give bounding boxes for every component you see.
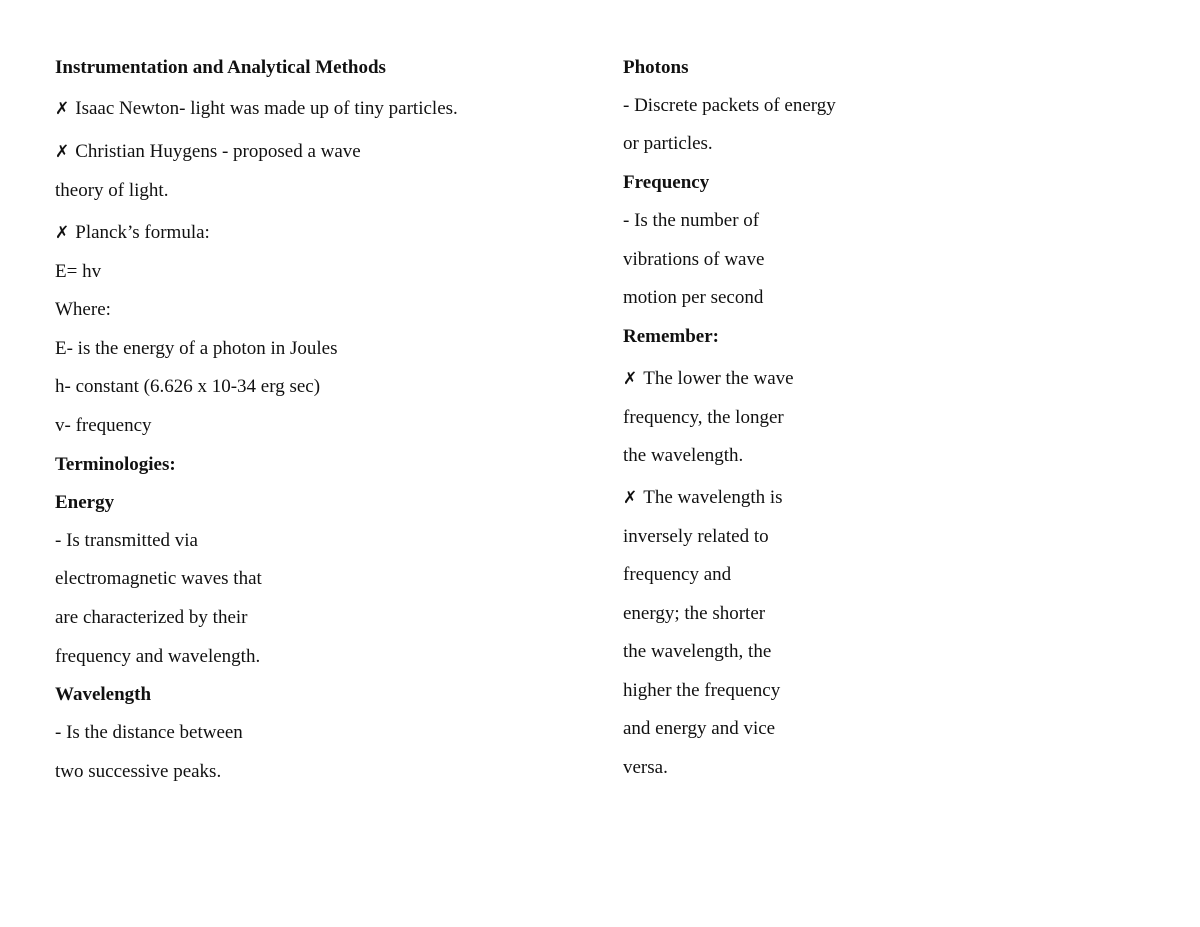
remember-text: frequency and <box>623 564 732 585</box>
wavelength-text: - Is the distance between <box>55 722 243 743</box>
remember-text: inversely related to <box>623 526 769 547</box>
energy-text: - Is transmitted via <box>55 530 198 551</box>
newton-text: Isaac Newton- light was made up of tiny particles. <box>75 98 458 119</box>
x-mark-icon: ✗ <box>623 369 638 389</box>
remember-text: the wavelength, the <box>623 641 772 662</box>
remember-text: and energy and vice <box>623 718 776 739</box>
x-mark-icon: ✗ <box>55 142 70 162</box>
list-item-planck <box>55 222 210 244</box>
remember-text: energy; the shorter <box>623 603 766 624</box>
planck-text: Planck’s formula: <box>75 222 210 243</box>
definition-v: v- frequency <box>55 415 152 436</box>
x-mark-icon: ✗ <box>55 99 70 119</box>
remember-text: The wavelength is <box>643 487 783 508</box>
photons-heading: Photons <box>623 57 689 78</box>
wavelength-heading: Wavelength <box>55 684 152 705</box>
terminologies-heading: Terminologies: <box>55 454 176 475</box>
planck-formula: E= hv <box>55 261 102 282</box>
remember-text: frequency, the longer <box>623 407 784 428</box>
definition-h: h- constant (6.626 x 10-34 erg sec) <box>55 376 321 397</box>
wavelength-text: two successive peaks. <box>55 761 222 782</box>
huygens-text: Christian Huygens - proposed a wave <box>75 141 361 162</box>
photons-text: or particles. <box>623 133 713 154</box>
frequency-heading: Frequency <box>623 172 710 193</box>
list-item-huygens <box>55 141 361 163</box>
frequency-text: vibrations of wave <box>623 249 765 270</box>
remember-text: the wavelength. <box>623 445 744 466</box>
remember-text: versa. <box>623 757 668 778</box>
remember-heading: Remember: <box>623 326 720 347</box>
definition-e: E- is the energy of a photon in Joules <box>55 338 338 359</box>
energy-text: are characterized by their <box>55 607 248 628</box>
list-item-remember-2 <box>623 487 783 509</box>
where-label: Where: <box>55 299 111 320</box>
energy-text: frequency and wavelength. <box>55 646 261 667</box>
list-item-remember-1 <box>623 368 794 390</box>
huygens-text-continued: theory of light. <box>55 180 169 201</box>
document-title: Instrumentation and Analytical Methods <box>55 57 386 78</box>
x-mark-icon: ✗ <box>623 488 638 508</box>
remember-text: The lower the wave <box>643 368 794 389</box>
frequency-text: motion per second <box>623 287 764 308</box>
energy-heading: Energy <box>55 492 115 513</box>
list-item-newton <box>55 98 458 120</box>
remember-text: higher the frequency <box>623 680 781 701</box>
photons-text: - Discrete packets of energy <box>623 95 836 116</box>
x-mark-icon: ✗ <box>55 223 70 243</box>
frequency-text: - Is the number of <box>623 210 760 231</box>
energy-text: electromagnetic waves that <box>55 568 262 589</box>
